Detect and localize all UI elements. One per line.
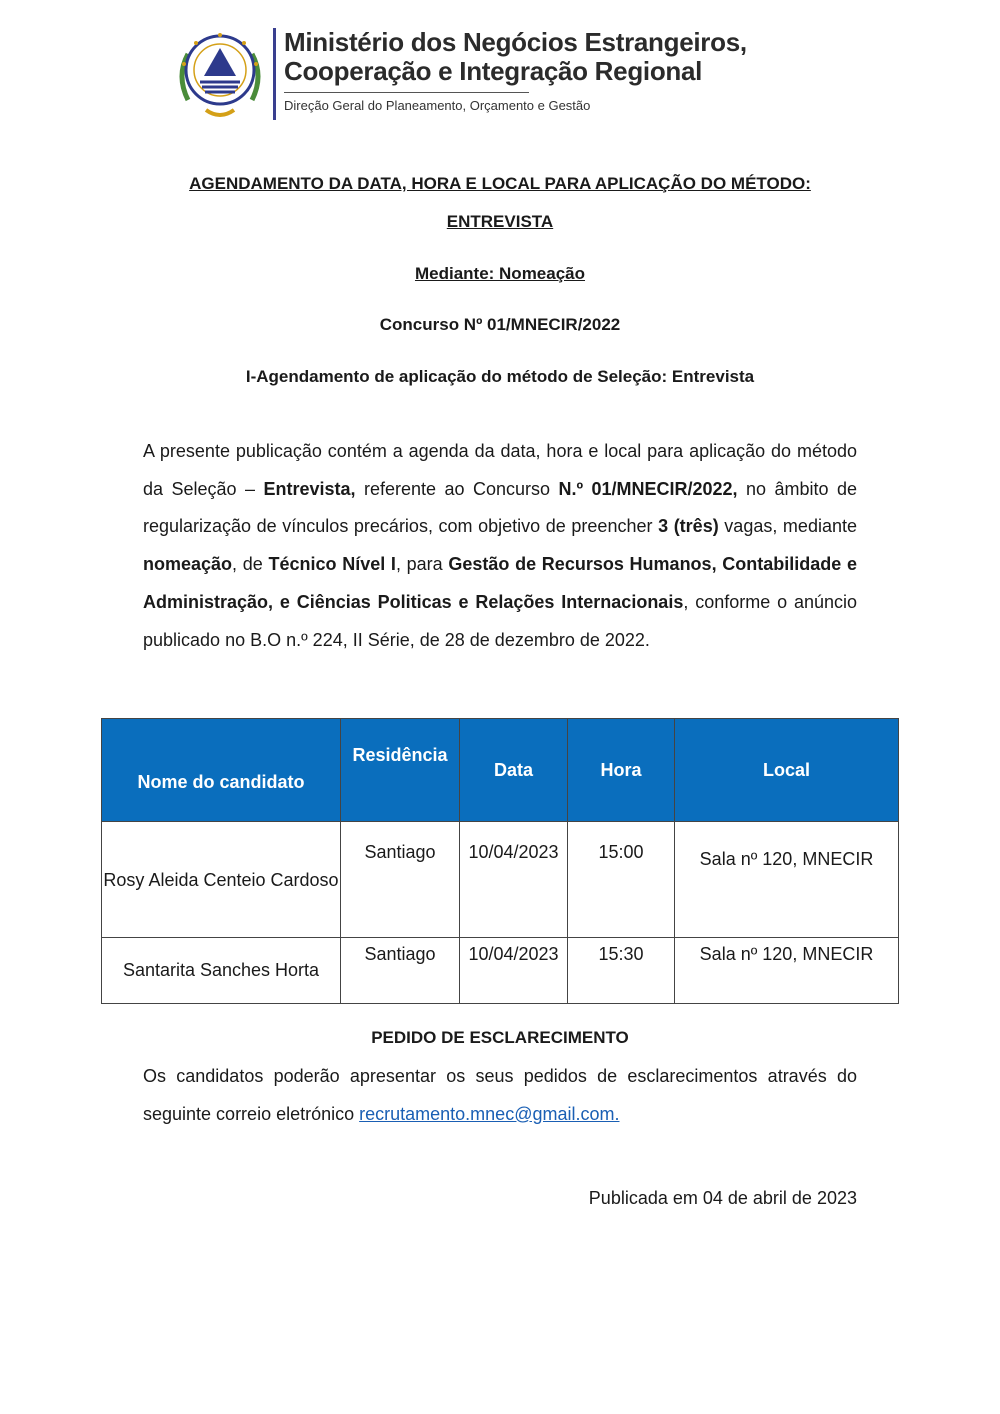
section-heading: I-Agendamento de aplicação do método de Seleção: Entrevista bbox=[245, 367, 755, 386]
intro-bold-areas: Gestão de Recursos Humanos, Contabilidade e Administração, e Ciências Politicas e Relações Internacionais bbox=[143, 554, 857, 612]
header-residencia: Residência bbox=[341, 719, 460, 822]
header-nome: Nome do candidato bbox=[102, 719, 341, 822]
intro-text-2: referente ao Concurso bbox=[355, 478, 559, 499]
intro-bold-concurso: N.º 01/MNECIR/2022, bbox=[558, 478, 738, 499]
cell-hora: 15:30 bbox=[568, 938, 675, 1004]
intro-text-4: vagas, mediante bbox=[718, 516, 857, 537]
cell-residencia: Santiago bbox=[341, 822, 460, 938]
header-rule bbox=[284, 92, 529, 93]
cell-nome: Santarita Sanches Horta bbox=[102, 938, 341, 1004]
ministry-name bbox=[284, 28, 747, 86]
doc-title-line-2: ENTREVISTA bbox=[446, 212, 554, 231]
intro-text-6: , para bbox=[395, 554, 449, 575]
cell-local: Sala nº 120, MNECIR bbox=[675, 938, 899, 1004]
intro-bold-vagas: 3 (três) bbox=[658, 516, 719, 537]
intro-bold-nomeacao: nomeação bbox=[143, 554, 233, 575]
intro-text-7: , conforme o anúncio publicado no B.O n.º 224, II Série, de 28 de dezembro de 2022. bbox=[143, 591, 858, 650]
schedule-table bbox=[101, 718, 899, 1004]
header-hora: Hora bbox=[568, 719, 675, 822]
direcao-subtitle: Direção Geral do Planeamento, Orçamento e Gestão bbox=[284, 98, 591, 113]
pedido-heading: PEDIDO DE ESCLARECIMENTO bbox=[371, 1028, 629, 1047]
intro-bold-tecnico: Técnico Nível I bbox=[268, 554, 396, 575]
ministry-line-2: Cooperação e Integração Regional bbox=[284, 56, 703, 86]
cell-nome: Rosy Aleida Centeio Cardoso bbox=[102, 822, 341, 938]
concurso-heading: Concurso Nº 01/MNECIR/2022 bbox=[379, 315, 621, 334]
document-header bbox=[170, 24, 830, 124]
ministry-line-1: Ministério dos Negócios Estrangeiros, bbox=[284, 27, 747, 57]
intro-bold-entrevista: Entrevista, bbox=[263, 478, 356, 499]
cell-data: 10/04/2023 bbox=[460, 938, 568, 1004]
cell-hora: 15:00 bbox=[568, 822, 675, 938]
pedido-text: Os candidatos poderão apresentar os seus pedidos de esclarecimentos através do seguinte correio eletrónico bbox=[143, 1066, 857, 1124]
cell-data: 10/04/2023 bbox=[460, 822, 568, 938]
table-row bbox=[102, 822, 899, 938]
cell-local: Sala nº 120, MNECIR bbox=[675, 822, 899, 938]
email-link[interactable]: recrutamento.mnec@gmail.com. bbox=[359, 1103, 620, 1124]
header-divider bbox=[273, 28, 276, 120]
intro-text-1: A presente publicação contém a agenda da data, hora e local para aplicação do método da Seleção – bbox=[143, 441, 857, 499]
publication-date: Publicada em 04 de abril de 2023 bbox=[588, 1188, 857, 1208]
header-local: Local bbox=[675, 719, 899, 822]
coat-of-arms-seal bbox=[170, 24, 270, 124]
cell-residencia: Santiago bbox=[341, 938, 460, 1004]
table-row bbox=[102, 938, 899, 1004]
pedido-paragraph bbox=[143, 1058, 857, 1133]
intro-paragraph bbox=[143, 433, 857, 659]
mediante-heading: Mediante: Nomeação bbox=[414, 264, 586, 283]
table-header-row bbox=[102, 719, 899, 822]
intro-text-5: , de bbox=[232, 554, 269, 575]
header-data: Data bbox=[460, 719, 568, 822]
intro-text-3: no âmbito de regularização de vínculos precários, com objetivo de preencher bbox=[143, 478, 858, 537]
doc-title-line-1: AGENDAMENTO DA DATA, HORA E LOCAL PARA APLICAÇÃO DO MÉTODO: bbox=[189, 174, 811, 193]
